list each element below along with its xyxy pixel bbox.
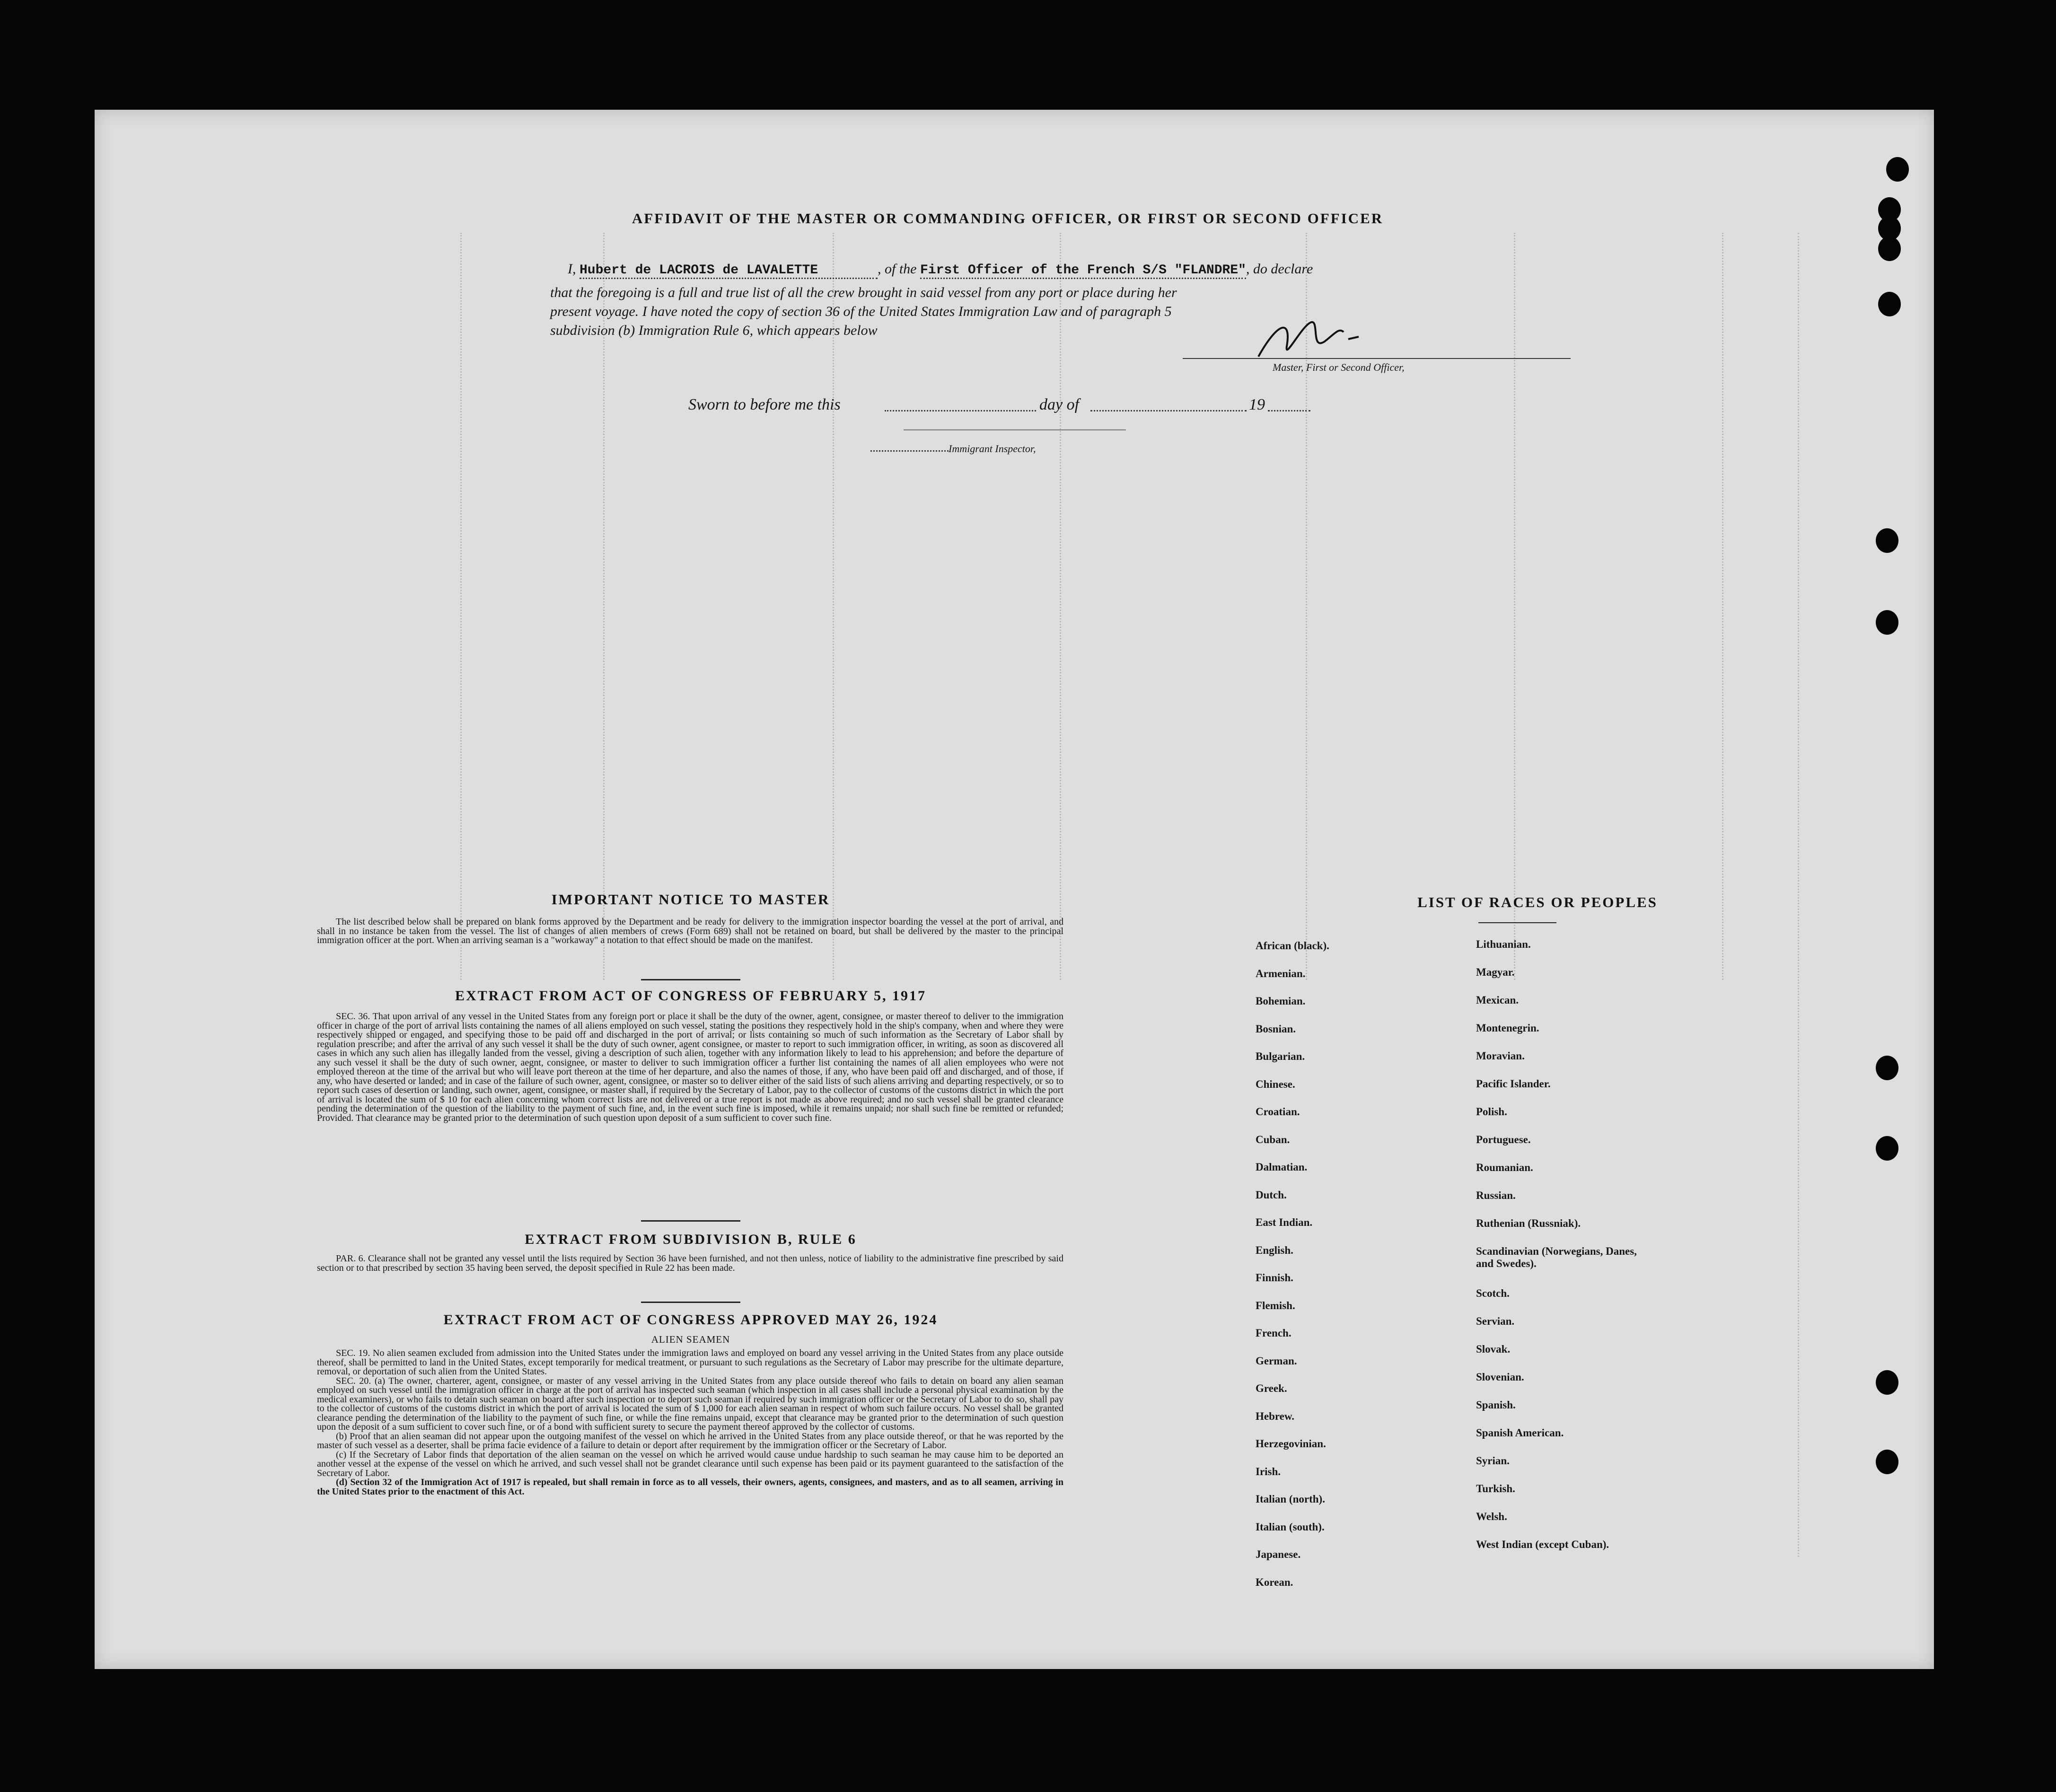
race-item: Portuguese. bbox=[1476, 1134, 1531, 1145]
bleed-through-rule bbox=[603, 233, 606, 980]
bleed-through-rule bbox=[1060, 233, 1063, 980]
section-divider bbox=[641, 1220, 740, 1222]
race-item: Dutch. bbox=[1256, 1189, 1287, 1201]
punch-hole bbox=[1876, 1450, 1898, 1474]
races-title: LIST OF RACES OR PEOPLES bbox=[1417, 894, 1658, 910]
officer-name: Hubert de LACROIS de LAVALETTE bbox=[580, 263, 878, 279]
race-item: Bohemian. bbox=[1256, 995, 1306, 1007]
extract-1924-sec20b: (b) Proof that an alien seaman did not appear upon the outgoing manifest of the vessel on which he arrived in the United States from any place outside thereof, or that he was reported by the master of such vessel as a deserter, shall be prima facie evidence of a failure to detain or deport after requirement by the immigration officer or the Secretary of Labor. bbox=[317, 1431, 1063, 1451]
race-item: Greek. bbox=[1256, 1382, 1287, 1394]
notice-text bbox=[317, 918, 1063, 945]
extract-rule6-text bbox=[317, 1254, 1063, 1273]
affidavit-i: I, bbox=[568, 261, 576, 277]
bleed-through-rule bbox=[460, 233, 463, 980]
extract-1917-title: EXTRACT FROM ACT OF CONGRESS OF FEBRUARY 5, 1917 bbox=[455, 988, 927, 1004]
extract-1924-sec20c: (c) If the Secretary of Labor finds that deportation of the alien seaman on the vessel on which he arrived would cause undue hardship to such seaman he may cause him to be deported an another vessel at the expense of the vessel on which he arrived, and such vessel shall not be grandet clearance until such expense has been paid or its payment guaranteed to the satisfaction of the Secretary of Labor. bbox=[317, 1449, 1063, 1478]
race-item: German. bbox=[1256, 1355, 1297, 1367]
race-item: Cuban. bbox=[1256, 1133, 1290, 1145]
inspector-caption: Immigrant Inspector, bbox=[949, 443, 1036, 455]
sworn-day-blank bbox=[885, 410, 1036, 411]
race-item: Moravian. bbox=[1476, 1050, 1525, 1062]
section-divider bbox=[641, 979, 740, 980]
bleed-through-rule bbox=[1514, 233, 1517, 980]
race-item: Syrian. bbox=[1476, 1455, 1510, 1467]
race-item: East Indian. bbox=[1256, 1216, 1313, 1228]
race-item: Italian (north). bbox=[1256, 1493, 1325, 1505]
affidavit-line-1 bbox=[568, 261, 1561, 279]
race-item: Scandinavian (Norwegians, Danes, and Swedes). bbox=[1476, 1245, 1637, 1269]
race-item: Scotch. bbox=[1476, 1287, 1510, 1299]
race-item: Turkish. bbox=[1476, 1483, 1515, 1495]
punch-hole bbox=[1886, 157, 1909, 182]
race-item: African (black). bbox=[1256, 940, 1329, 952]
race-item: Croatian. bbox=[1256, 1106, 1300, 1118]
sworn-prefix: Sworn to before me this bbox=[688, 396, 841, 413]
affidavit-of-the: , of the bbox=[878, 261, 917, 277]
extract-1924-sec19: SEC. 19. No alien seamen excluded from admission into the United States under the immigration laws and employed on board any vessel arriving in the United States from any place outside thereof, shall be permitted to land in the United States, except temporarily for medical treatment, or pursuant to such regulations as the Secretary of Labor may prescribe for the ultimate departure, removal, or deportation of such alien from the United States. bbox=[317, 1348, 1063, 1377]
race-item: Finnish. bbox=[1256, 1272, 1293, 1284]
punch-hole bbox=[1876, 1136, 1898, 1161]
extract-1924-sec20d: (d) Section 32 of the Immigration Act of 1917 is repealed, but shall remain in force as to all vessels, their owners, agents, consignees, and masters, and as to all seamen, arriving in the United States prior to the enactment of this Act. bbox=[317, 1477, 1063, 1497]
race-item: Spanish. bbox=[1476, 1399, 1516, 1411]
race-item: Slovenian. bbox=[1476, 1371, 1524, 1383]
affidavit-line-3: present voyage. I have noted the copy of section 36 of the United States Immigration Law and of paragraph 5 bbox=[550, 304, 1172, 319]
race-item: Montenegrin. bbox=[1476, 1022, 1539, 1034]
affidavit-do-declare: , do declare bbox=[1246, 261, 1313, 277]
race-item: Bosnian. bbox=[1256, 1023, 1296, 1035]
race-item: Ruthenian (Russniak). bbox=[1476, 1217, 1581, 1229]
race-item: Chinese. bbox=[1256, 1078, 1295, 1090]
signature-caption: Master, First or Second Officer, bbox=[1273, 361, 1405, 373]
sworn-month-blank bbox=[1090, 410, 1247, 411]
punch-hole bbox=[1878, 236, 1901, 261]
inspector-signature-line bbox=[904, 429, 1126, 430]
race-item: Armenian. bbox=[1256, 967, 1306, 979]
affidavit-line-4: subdivision (b) Immigration Rule 6, which appears below bbox=[550, 323, 878, 338]
document-page bbox=[95, 110, 1934, 1669]
punch-hole bbox=[1878, 292, 1901, 316]
officer-signature bbox=[1249, 313, 1448, 365]
race-item: Dalmatian. bbox=[1256, 1161, 1308, 1173]
race-item: Mexican. bbox=[1476, 994, 1519, 1006]
race-item: Russian. bbox=[1476, 1189, 1516, 1201]
bleed-through-rule bbox=[1722, 233, 1725, 980]
sworn-year: 19 bbox=[1249, 396, 1265, 413]
extract-rule6-title: EXTRACT FROM SUBDIVISION B, RULE 6 bbox=[525, 1232, 857, 1247]
bleed-through-rule bbox=[833, 233, 835, 980]
race-item: Polish. bbox=[1476, 1106, 1507, 1118]
race-item: Spanish American. bbox=[1476, 1427, 1564, 1439]
race-item: Bulgarian. bbox=[1256, 1050, 1305, 1062]
sworn-day-of: day of bbox=[1039, 396, 1080, 413]
race-item: Irish. bbox=[1256, 1465, 1281, 1477]
punch-hole bbox=[1876, 528, 1898, 553]
race-item: French. bbox=[1256, 1327, 1292, 1339]
extract-1924-subtitle: ALIEN SEAMEN bbox=[651, 1334, 730, 1345]
race-item: Magyar. bbox=[1476, 966, 1515, 978]
notice-paragraph: The list described below shall be prepared on blank forms approved by the Department and be ready for delivery to the immigration inspector boarding the vessel at the port of arrival, and shall in no instance be taken from the vessel. The list of changes of alien members of crews (Form 689) shall not be retained on board, but shall be delivered by the master to the principal immigration officer at the port. When an arriving seaman is a "workaway" a notation to that effect should be made on the manifest. bbox=[317, 917, 1063, 945]
races-left-column bbox=[1256, 940, 1454, 1588]
section-divider bbox=[641, 1302, 740, 1303]
inspector-signature-blank bbox=[870, 450, 949, 452]
race-item: Welsh. bbox=[1476, 1511, 1507, 1522]
race-item: Italian (south). bbox=[1256, 1521, 1325, 1533]
race-item: Slovak. bbox=[1476, 1343, 1511, 1355]
race-item: West Indian (except Cuban). bbox=[1476, 1538, 1609, 1550]
punch-hole bbox=[1876, 610, 1898, 635]
race-item: English. bbox=[1256, 1244, 1293, 1256]
race-item: Korean. bbox=[1256, 1576, 1293, 1588]
signature-line bbox=[1183, 358, 1571, 359]
officer-position: First Officer of the French S/S "FLANDRE" bbox=[920, 263, 1246, 279]
punch-hole bbox=[1876, 1056, 1898, 1080]
race-item: Lithuanian. bbox=[1476, 938, 1531, 950]
race-item: Roumanian. bbox=[1476, 1162, 1533, 1173]
race-item: Servian. bbox=[1476, 1315, 1515, 1327]
races-title-divider bbox=[1478, 922, 1556, 923]
extract-1917-text bbox=[317, 1012, 1063, 1123]
race-item: Hebrew. bbox=[1256, 1410, 1294, 1422]
affidavit-line-2: that the foregoing is a full and true list of all the crew brought in said vessel from any port or place during her bbox=[550, 285, 1177, 300]
punch-hole bbox=[1876, 1370, 1898, 1395]
race-item: Flemish. bbox=[1256, 1299, 1295, 1311]
extract-1924-sec20a: SEC. 20. (a) The owner, charterer, agent, consignee, or master of any vessel arriving in the United States from any place outside thereof who fails to detain on board any alien seaman employed on such vessel until the immigration officer in charge at the port of arrival has inspected such seaman (which inspection in all cases shall include a personal physical examination by the medical examiners), or who fails to detain such seaman on board after such inspection or to deport such seaman if required by such immigration officer or the Secretary of Labor to do so, shall pay to the collector of customs of the customs district in which the port of arrival is located the sum of $ 1,000 for each alien seaman in respect of whom such failure occurs. No vessel shall be granted clearance pending the determination of the liability to the payment of such fine, or while the fine remains unpaid, except that clearance may be granted prior to the determination of such question upon the deposit of a sum sufficient to cover such fine, or of a bond with sufficient surety to secure the payment thereof approved by the collector of customs. bbox=[317, 1375, 1063, 1432]
race-item: Pacific Islander. bbox=[1476, 1078, 1551, 1090]
extract-rule6-paragraph: PAR. 6. Clearance shall not be granted any vessel until the lists required by Section 36 have been furnished, and not then unless, notice of liability to the administrative fine prescribed by said section or to that prescribed by section 35 having been served, the deposit specified in Rule 22 has been made. bbox=[317, 1253, 1063, 1273]
races-right-column bbox=[1476, 938, 1656, 1558]
notice-title: IMPORTANT NOTICE TO MASTER bbox=[551, 891, 830, 908]
sworn-year-blank bbox=[1268, 410, 1310, 411]
race-item: Herzegovinian. bbox=[1256, 1438, 1326, 1450]
extract-1924-text bbox=[317, 1349, 1063, 1496]
race-item: Japanese. bbox=[1256, 1548, 1301, 1560]
extract-1924-title: EXTRACT FROM ACT OF CONGRESS APPROVED MAY 26, 1924 bbox=[443, 1312, 938, 1328]
extract-1917-paragraph: SEC. 36. That upon arrival of any vessel in the United States from any foreign port or place it shall be the duty of the owner, agent, consignee, or master thereof to deliver to the immigration officer in charge of the port of arrival lists containing the names of all aliens employed on such vessel, stating the positions they respectively hold in the ship's company, when and where they were respectively shipped or engaged, and specifying those to be paid off and discharged in the port of arrival; or lists containing so much of such information as the Secretary of Labor shall by regulation prescribe; and after the arrival of any such vessel it shall be the duty of such owner, agent consignee, or master to report to such immigration officer, in writing, as soon as discovered all cases in which any such alien has illegally landed from the vessel, giving a description of such alien, together with any information likely to lead to his apprehension; and before the departure of any such vessel it shall be the duty of such owner, aegnt, consignee, or master to deliver to such immigration officer a further list containing the names of all alien employees who were not employed thereon at the time of the arrival but who will leave port thereon at the time of her departure, and also the names of those, if any, who have been paid off and discharged, and of those, if any, who have deserted or landed; and in case of the failure of such owner, agent, consignee, or master so to deliver either of the said lists of such aliens arriving and departing respectively, or so to report such cases of desertion or landing, such owner, agent, consignee, or master shall, if required by the Secretary of Labor, pay to the collector of customs of the customs district in which the port of arrival is located the sum of $ 10 for each alien concerning whom correct lists are not delivered or a true report is not made as above required; and no such vessel shall be granted clearance pending the determination of the question of the liability to the payment of such fine, and, in the event such fine is imposed, while it remains unpaid; nor shall such fine be remitted or refunded; Provided. That clearance may be granted prior to the determination of such question upon deposit of a sum sufficient to cover such fine. bbox=[317, 1011, 1063, 1123]
affidavit-title: AFFIDAVIT OF THE MASTER OR COMMANDING OFFICER, OR FIRST OR SECOND OFFICER bbox=[632, 210, 1384, 227]
